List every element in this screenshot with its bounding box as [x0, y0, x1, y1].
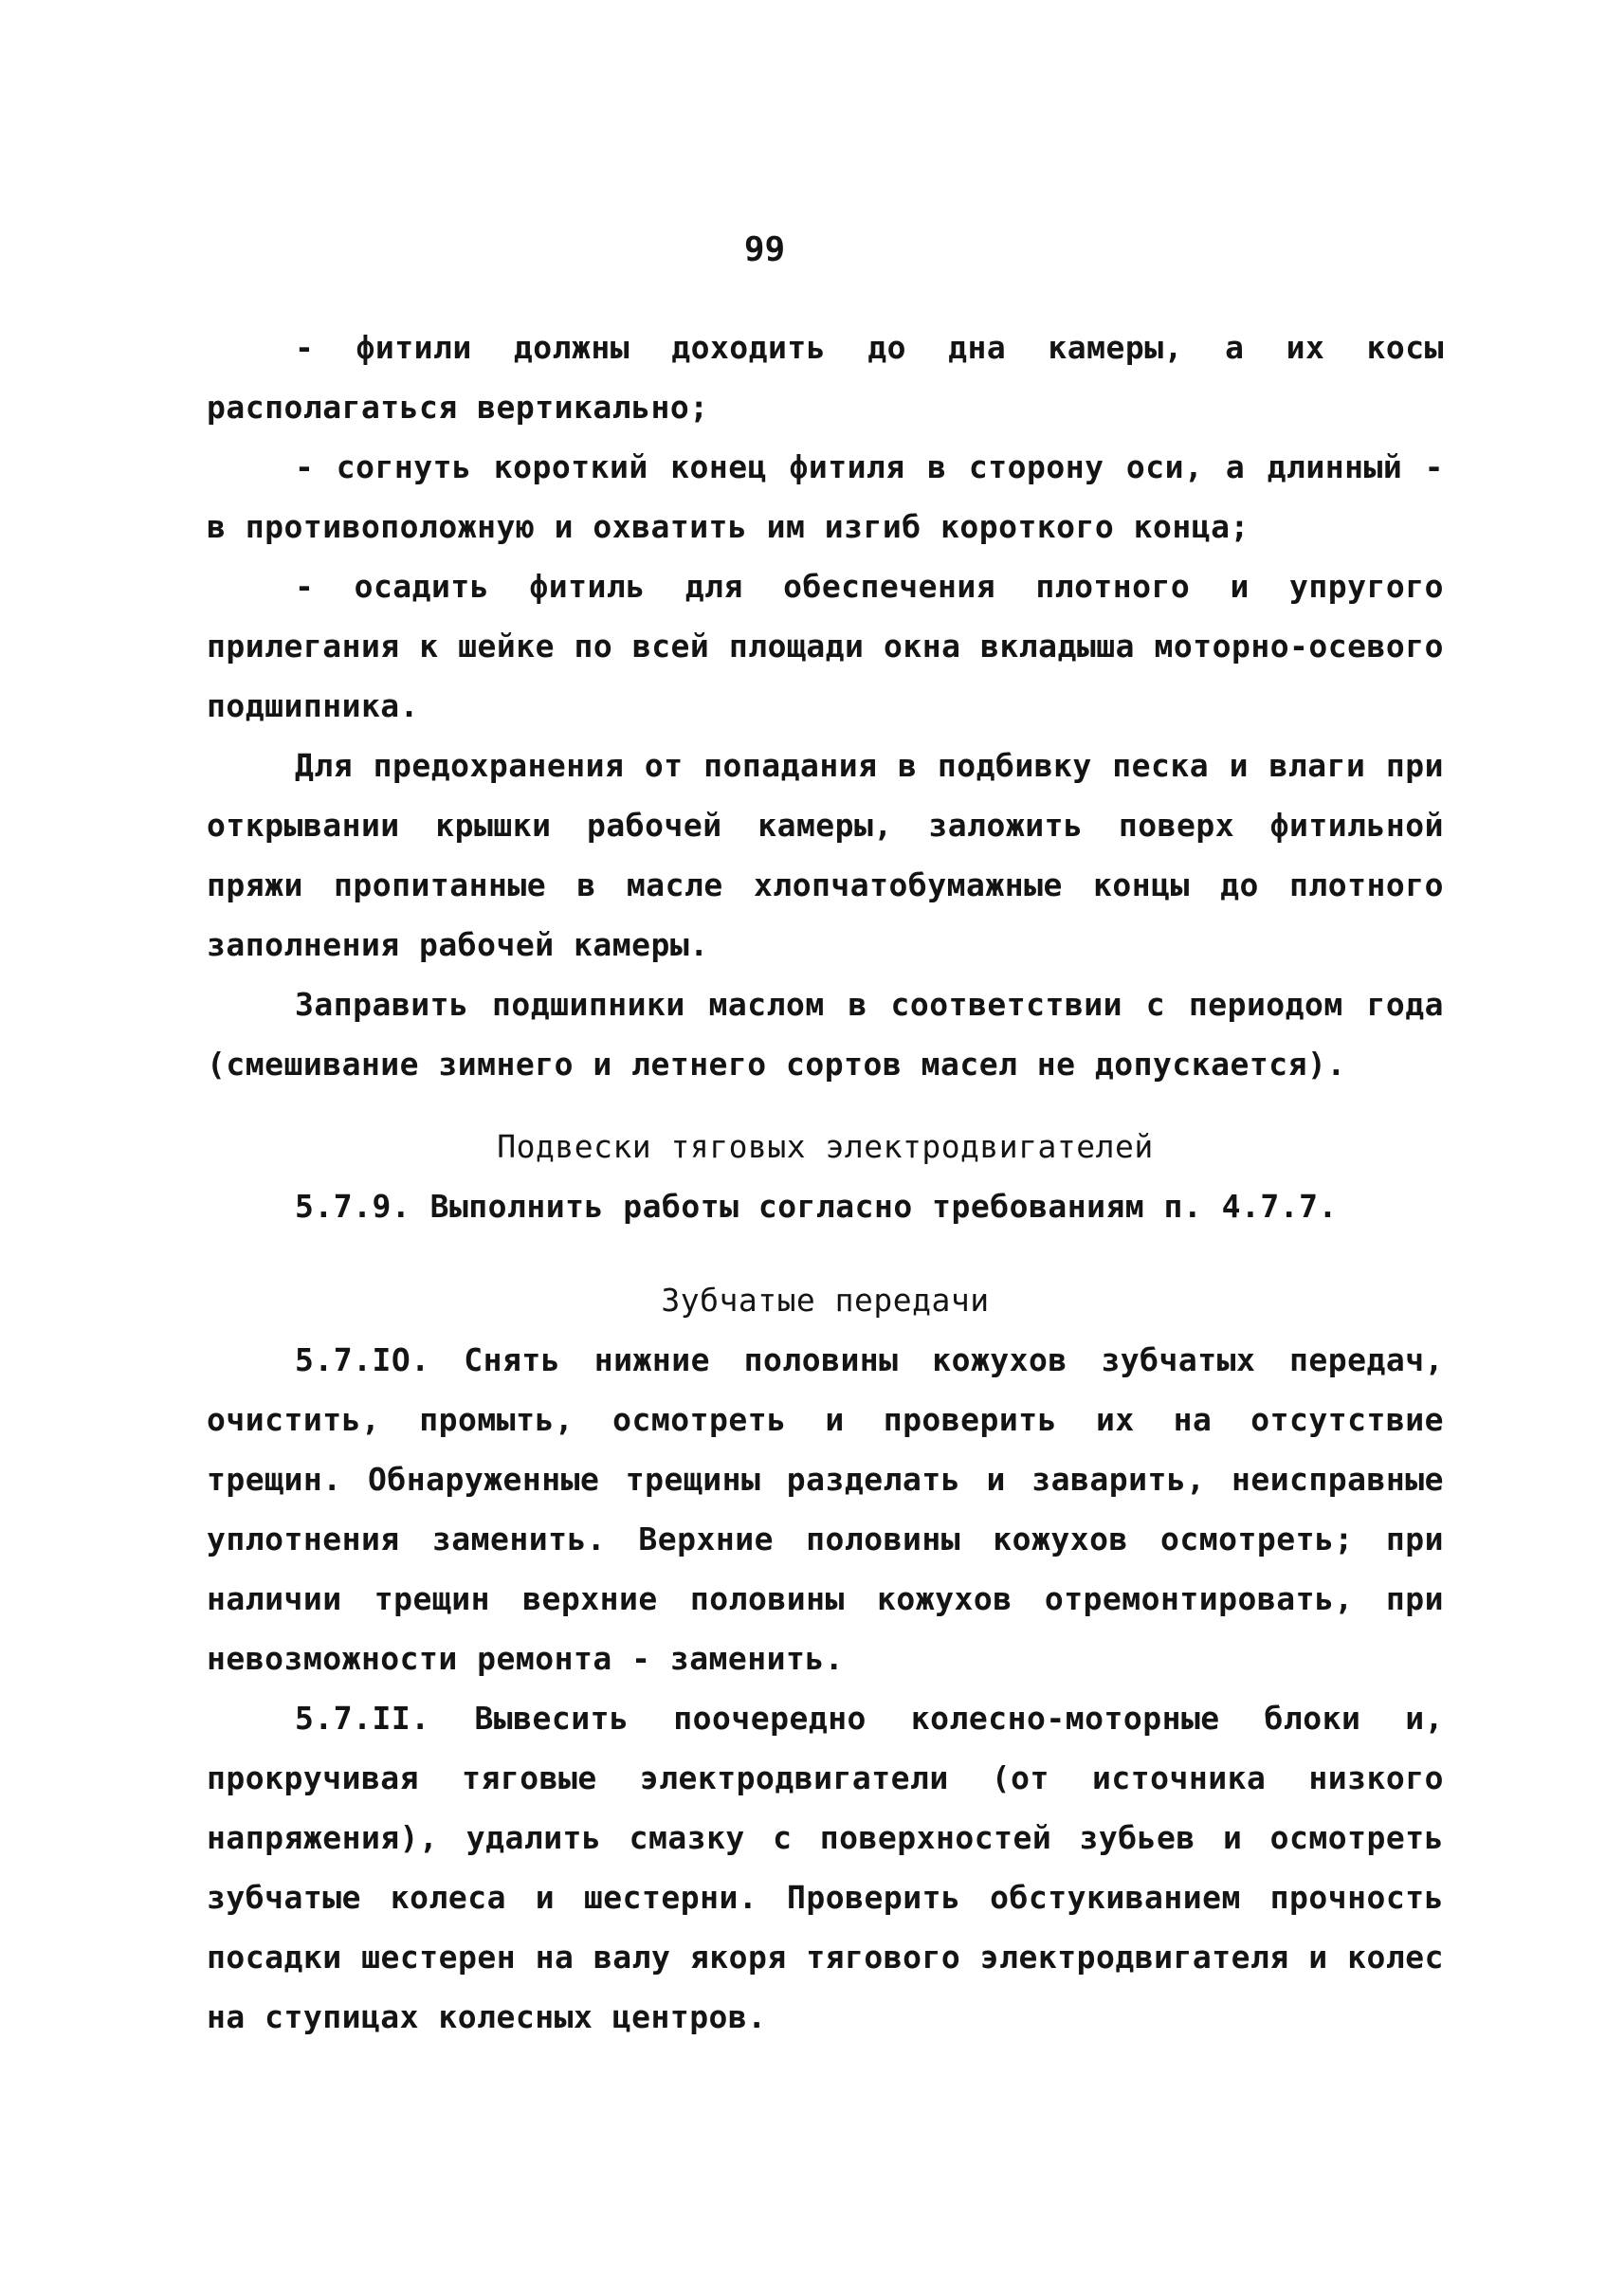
- paragraph-wicks-bottom: - фитили должны доходить до дна камеры, а их косы располагаться вертикально;: [207, 329, 1444, 426]
- paragraph-5-7-10: 5.7.IO. Снять нижние половины кожухов зубчатых передач, очистить, промыть, осмотреть и проверить их на отсутствие трещин. Обнаруженные трещины разделать и заварить, неисправные уплотнения заменить. Верхние половины кожухов осмотреть; при наличии трещин верхние половины кожухов отремонтировать, при невозможности ремонта - заменить.: [207, 1341, 1444, 1677]
- paragraph-5-7-9: 5.7.9. Выполнить работы согласно требованиям п. 4.7.7.: [295, 1188, 1338, 1225]
- section-heading-suspension: Подвески тяговых электродвигателей: [497, 1128, 1154, 1165]
- body-text: [207, 318, 1444, 2047]
- paragraph-protection: Для предохранения от попадания в подбивку песка и влаги при открывании крышки рабочей камеры, заложить поверх фитильной пряжи пропитанные в масле хлопчатобумажные концы до плотного заполнения рабочей камеры.: [207, 747, 1444, 963]
- paragraph-5-7-11: 5.7.II. Вывесить поочередно колесно-моторные блоки и, прокручивая тяговые электродвигатели (от источника низкого напряжения), удалить смазку с поверхностей зубьев и осмотреть зубчатые колеса и шестерни. Проверить обстукиванием прочность посадки шестерен на валу якоря тягового электродвигателя и колес на ступицах колесных центров.: [207, 1700, 1444, 2035]
- paragraph-settle-wick: - осадить фитиль для обеспечения плотного и упругого прилегания к шейке по всей площади окна вкладыша моторно-осевого подшипника.: [207, 568, 1444, 724]
- page-number: 99: [743, 230, 786, 269]
- paragraph-bend-wick: - согнуть короткий конец фитиля в сторону оси, а длинный - в противоположную и охватить им изгиб короткого конца;: [207, 448, 1444, 545]
- paragraph-oil-fill: Заправить подшипники маслом в соответствии с периодом года (смешивание зимнего и летнего сортов масел не допускается).: [207, 986, 1444, 1083]
- section-heading-gears: Зубчатые передачи: [661, 1282, 990, 1319]
